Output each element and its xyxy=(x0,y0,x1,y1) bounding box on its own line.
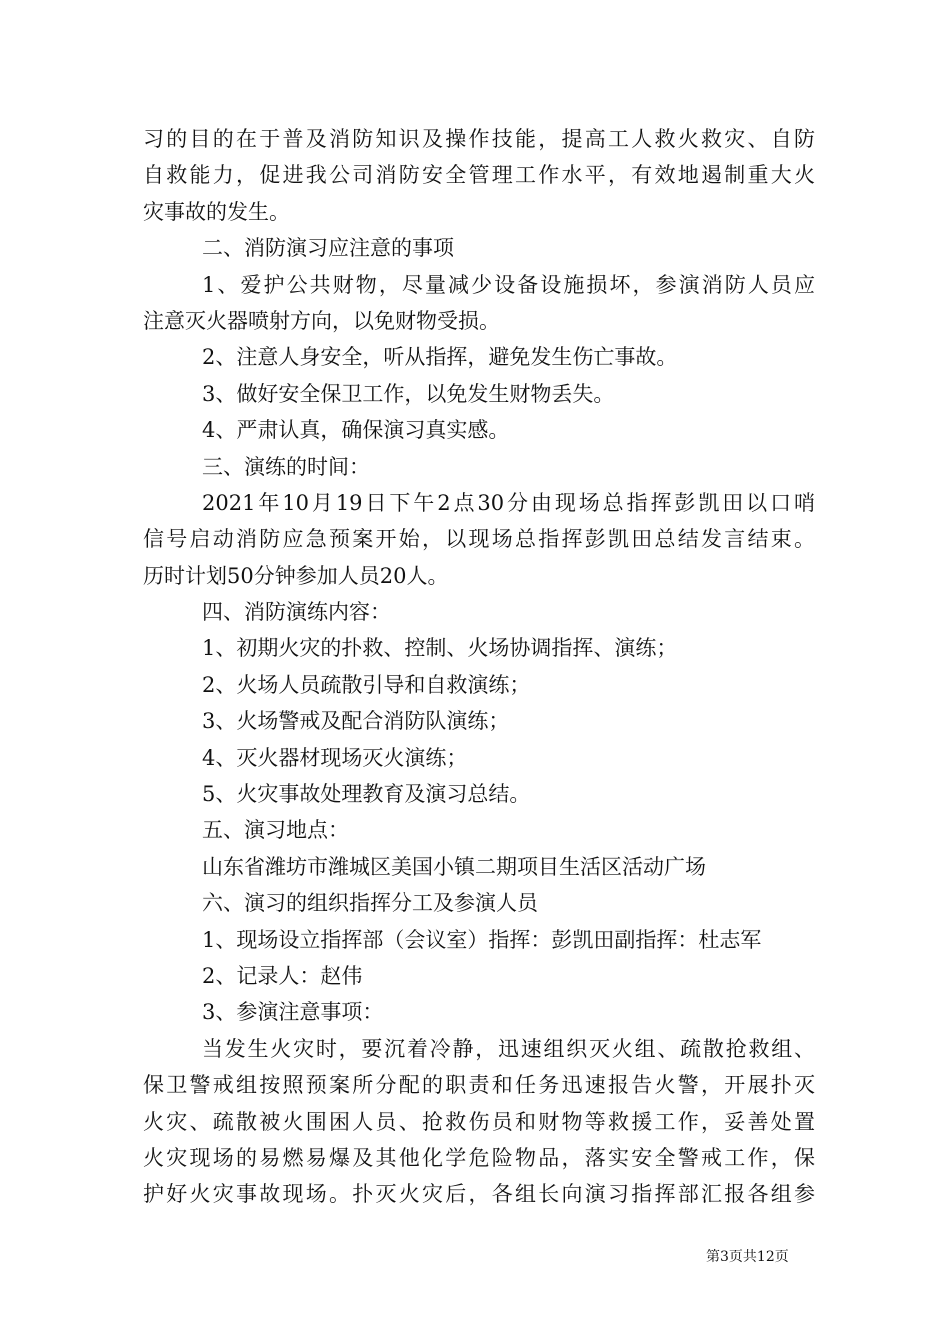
list-item: 4、灭火器材现场灭火演练； xyxy=(202,745,468,770)
list-item: 2、注意人身安全，听从指挥，避免发生伤亡事故。 xyxy=(202,345,678,370)
paragraph-line: 2021年10月19日下午2点30分由现场总指挥彭凯田以口哨 xyxy=(202,490,815,515)
paragraph-line: 火灾现场的易燃易爆及其他化学危险物品，落实安全警戒工作，保 xyxy=(143,1145,815,1170)
paragraph-line: 保卫警戒组按照预案所分配的职责和任务迅速报告火警，开展扑灭 xyxy=(143,1073,815,1098)
paragraph-line: 护好火灾事故现场。扑灭火灾后，各组长向演习指挥部汇报各组参 xyxy=(143,1182,815,1207)
list-item: 2、火场人员疏散引导和自救演练； xyxy=(202,672,531,697)
list-item-line: 1、爱护公共财物，尽量减少设备设施损坏，参演消防人员应 xyxy=(202,272,815,297)
paragraph-line: 习的目的在于普及消防知识及操作技能，提高工人救火救灾、自防 xyxy=(143,127,815,151)
list-item: 3、参演注意事项： xyxy=(202,1000,384,1025)
paragraph-line: 信号启动消防应急预案开始，以现场总指挥彭凯田总结发言结束。 xyxy=(143,527,815,552)
paragraph-line: 自救能力，促进我公司消防安全管理工作水平，有效地遏制重大火 xyxy=(143,163,815,188)
paragraph-line: 历时计划50分钟参加人员20人。 xyxy=(143,563,449,588)
list-item-line: 注意灭火器喷射方向，以免财物受损。 xyxy=(143,308,500,333)
section-heading: 四、消防演练内容： xyxy=(202,600,391,625)
section-heading: 三、演练的时间： xyxy=(202,454,370,479)
list-item: 3、火场警戒及配合消防队演练； xyxy=(202,709,510,734)
paragraph-line: 灾事故的发生。 xyxy=(143,199,290,224)
section-heading: 六、演习的组织指挥分工及参演人员 xyxy=(202,891,538,916)
section-heading: 二、消防演习应注意的事项 xyxy=(202,236,454,261)
paragraph-line: 当发生火灾时，要沉着冷静，迅速组织灭火组、疏散抢救组、 xyxy=(202,1036,815,1061)
list-item: 4、严肃认真，确保演习真实感。 xyxy=(202,418,510,443)
page-number: 第3页共12页 xyxy=(706,1249,789,1265)
list-item: 5、火灾事故处理教育及演习总结。 xyxy=(202,782,531,807)
list-item: 3、做好安全保卫工作，以免发生财物丢失。 xyxy=(202,381,615,406)
section-heading: 五、演习地点： xyxy=(202,818,349,843)
list-item: 1、现场设立指挥部（会议室）指挥：彭凯田副指挥：杜志军 xyxy=(202,927,762,952)
paragraph-line: 火灾、疏散被火围困人员、抢救伤员和财物等救援工作，妥善处置 xyxy=(143,1109,815,1134)
document-body xyxy=(143,121,815,1213)
location-text: 山东省潍坊市潍城区美国小镇二期项目生活区活动广场 xyxy=(202,854,706,879)
list-item: 1、初期火灾的扑救、控制、火场协调指挥、演练； xyxy=(202,636,678,661)
list-item: 2、记录人：赵伟 xyxy=(202,963,363,988)
